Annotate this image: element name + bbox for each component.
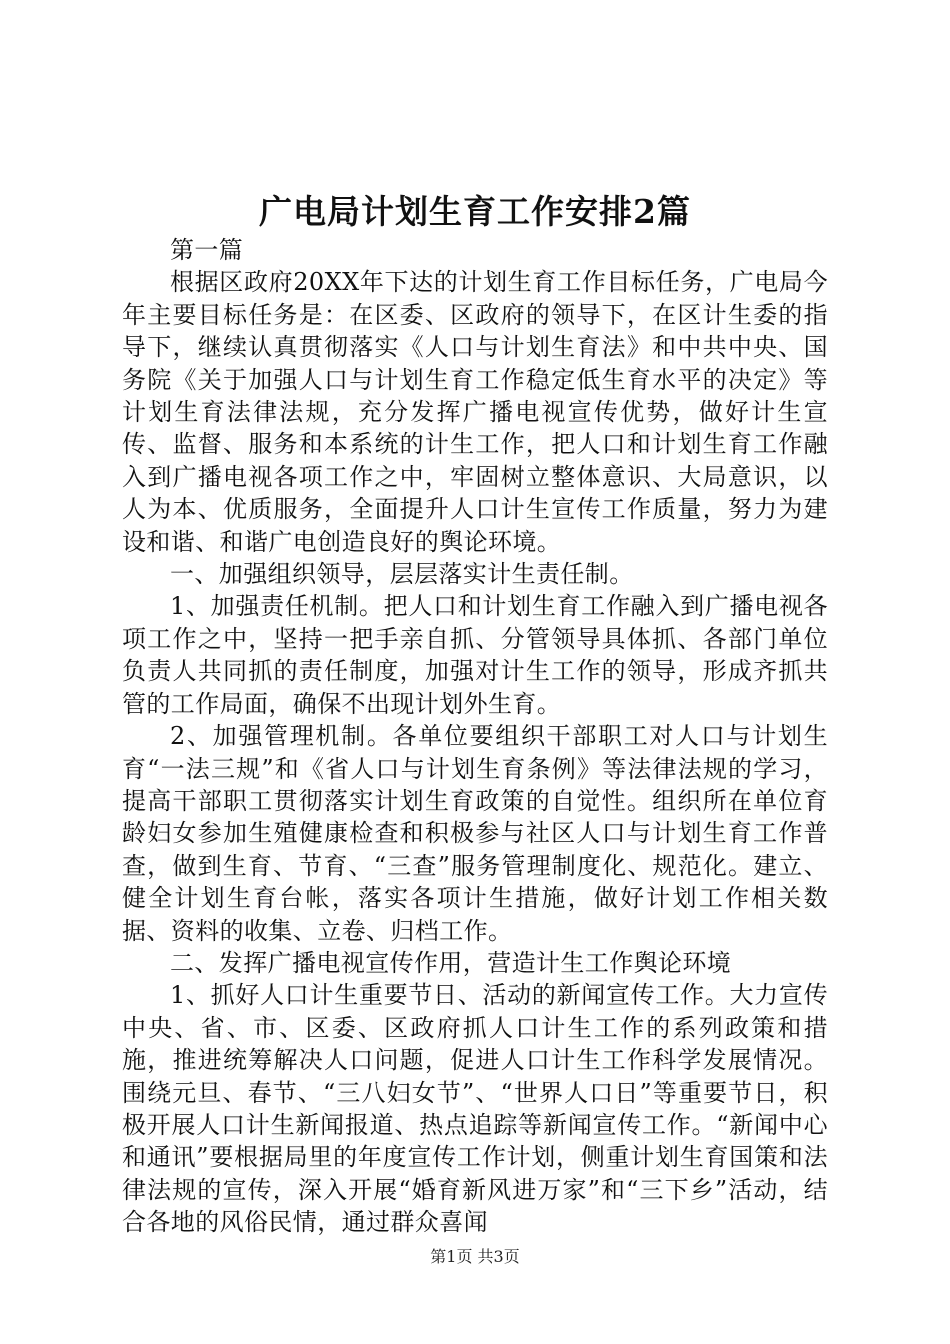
document-title: 广电局计划生育工作安排2篇 — [259, 192, 691, 231]
page-footer: 第1页 共3页 — [430, 1247, 520, 1266]
section-heading: 第一篇 — [170, 236, 244, 264]
section-heading: 一、加强组织领导，层层落实计生责任制。 — [170, 560, 634, 589]
document-body — [122, 234, 828, 1239]
section-heading: 二、发挥广播电视宣传作用，营造计生工作舆论环境 — [170, 948, 732, 977]
paragraph: 1、抓好人口计生重要节日、活动的新闻宣传工作。大力宣传中央、省、市、区委、区政府抓人口计生工作的系列政策和措施，推进统筹解决人口问题，促进人口计生工作科学发展情况。围绕元旦、春节、“三八妇女节”、“世界人口日”等重要节日，积极开展人口计生新闻报道、热点追踪等新闻宣传工作。“新闻中心和通讯”要根据局里的年度宣传工作计划，侧重计划生育国策和法律法规的宣传，深入开展“婚育新风进万家”和“三下乡”活动，结合各地的风俗民情，通过群众喜闻 — [122, 981, 828, 1237]
paragraph: 2、加强管理机制。各单位要组织干部职工对人口与计划生育“一法三规”和《省人口与计划生育条例》等法律法规的学习，提高干部职工贯彻落实计划生育政策的自觉性。组织所在单位育龄妇女参加生殖健康检查和积极参与社区人口与计划生育工作普查，做到生育、节育、“三查”服务管理制度化、规范化。建立、健全计划生育台帐，落实各项计生措施，做好计划工作相关数据、资料的收集、立卷、归档工作。 — [122, 722, 828, 945]
paragraph: 根据区政府20XX年下达的计划生育工作目标任务，广电局今年主要目标任务是：在区委、区政府的领导下，在区计生委的指导下，继续认真贯彻落实《人口与计划生育法》和中共中央、国务院《关于加强人口与计划生育工作稳定低生育水平的决定》等计划生育法律法规，充分发挥广播电视宣传优势，做好计生宣传、监督、服务和本系统的计生工作，把人口和计划生育工作融入到广播电视各项工作之中，牢固树立整体意识、大局意识，以人为本、优质服务，全面提升人口计生宣传工作质量，努力为建设和谐、和谐广电创造良好的舆论环境。 — [122, 268, 828, 556]
paragraph: 1、加强责任机制。把人口和计划生育工作融入到广播电视各项工作之中，坚持一把手亲自抓、分管领导具体抓、各部门单位负责人共同抓的责任制度，加强对计生工作的领导，形成齐抓共管的工作局面，确保不出现计划外生育。 — [122, 592, 828, 718]
